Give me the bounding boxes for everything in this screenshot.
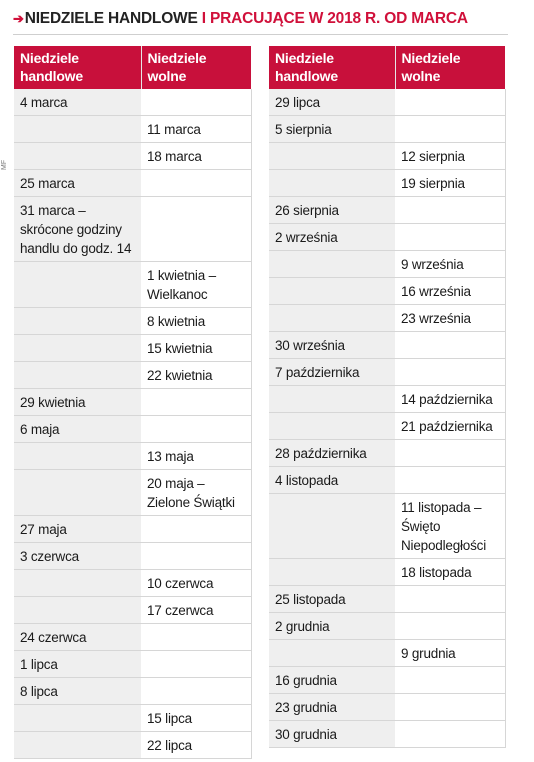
table-row bbox=[269, 116, 505, 143]
table-row bbox=[14, 308, 251, 335]
table-row bbox=[269, 440, 505, 467]
table-row bbox=[269, 613, 505, 640]
cell-free-sunday: 21 października bbox=[395, 413, 505, 440]
cell-trading-sunday: 3 czerwca bbox=[14, 543, 141, 570]
cell-trading-sunday: 6 maja bbox=[14, 416, 141, 443]
cell-trading-sunday bbox=[14, 732, 141, 759]
schedule-table-right bbox=[269, 46, 506, 748]
cell-free-sunday bbox=[395, 197, 505, 224]
table-row bbox=[14, 678, 251, 705]
cell-free-sunday: 14 października bbox=[395, 386, 505, 413]
cell-trading-sunday bbox=[14, 570, 141, 597]
header-free-sundays: Niedziele wolne bbox=[141, 46, 251, 89]
table-row bbox=[269, 332, 505, 359]
cell-trading-sunday: 25 marca bbox=[14, 170, 141, 197]
cell-free-sunday: 18 listopada bbox=[395, 559, 505, 586]
cell-trading-sunday bbox=[14, 335, 141, 362]
cell-free-sunday bbox=[141, 651, 251, 678]
cell-free-sunday bbox=[395, 116, 505, 143]
cell-trading-sunday bbox=[269, 559, 395, 586]
cell-free-sunday bbox=[141, 416, 251, 443]
cell-trading-sunday: 29 lipca bbox=[269, 89, 395, 116]
table-row bbox=[269, 667, 505, 694]
cell-trading-sunday: 2 grudnia bbox=[269, 613, 395, 640]
table-row bbox=[14, 516, 251, 543]
cell-trading-sunday: 4 marca bbox=[14, 89, 141, 116]
table-row bbox=[269, 640, 505, 667]
table-row bbox=[269, 694, 505, 721]
cell-trading-sunday bbox=[14, 116, 141, 143]
cell-trading-sunday bbox=[14, 262, 141, 308]
cell-trading-sunday bbox=[269, 305, 395, 332]
table-row bbox=[14, 170, 251, 197]
table-row bbox=[14, 362, 251, 389]
table-row bbox=[269, 721, 505, 748]
header-free-sundays: Niedziele wolne bbox=[395, 46, 505, 89]
cell-free-sunday: 15 lipca bbox=[141, 705, 251, 732]
cell-free-sunday bbox=[395, 440, 505, 467]
table-row bbox=[14, 89, 251, 116]
cell-trading-sunday: 2 września bbox=[269, 224, 395, 251]
table-row bbox=[269, 170, 505, 197]
header-trading-sundays: Niedziele handlowe bbox=[269, 46, 395, 89]
table-row bbox=[269, 586, 505, 613]
table-row bbox=[269, 386, 505, 413]
cell-free-sunday bbox=[395, 359, 505, 386]
table-row bbox=[14, 597, 251, 624]
arrow-right-icon: ➔ bbox=[13, 11, 24, 26]
table-row bbox=[269, 305, 505, 332]
cell-trading-sunday: 30 września bbox=[269, 332, 395, 359]
cell-trading-sunday bbox=[14, 143, 141, 170]
cell-trading-sunday: 4 listopada bbox=[269, 467, 395, 494]
cell-free-sunday bbox=[395, 721, 505, 748]
cell-free-sunday bbox=[141, 89, 251, 116]
cell-trading-sunday bbox=[269, 251, 395, 278]
table-row bbox=[14, 624, 251, 651]
cell-trading-sunday bbox=[14, 470, 141, 516]
cell-free-sunday: 8 kwietnia bbox=[141, 308, 251, 335]
cell-trading-sunday bbox=[14, 443, 141, 470]
cell-free-sunday bbox=[141, 516, 251, 543]
cell-free-sunday bbox=[141, 678, 251, 705]
cell-trading-sunday: 7 października bbox=[269, 359, 395, 386]
cell-trading-sunday: 23 grudnia bbox=[269, 694, 395, 721]
cell-trading-sunday: 28 października bbox=[269, 440, 395, 467]
table-row bbox=[269, 494, 505, 559]
cell-free-sunday: 22 lipca bbox=[141, 732, 251, 759]
cell-free-sunday: 20 maja – Zielone Świątki bbox=[141, 470, 251, 516]
cell-free-sunday bbox=[395, 332, 505, 359]
cell-trading-sunday: 31 marca – skrócone godziny handlu do godz. 14 bbox=[14, 197, 141, 262]
cell-trading-sunday bbox=[269, 143, 395, 170]
cell-free-sunday: 11 listopada – Święto Niepodległości bbox=[395, 494, 505, 559]
cell-trading-sunday: 27 maja bbox=[14, 516, 141, 543]
table-row bbox=[14, 570, 251, 597]
cell-trading-sunday: 5 sierpnia bbox=[269, 116, 395, 143]
cell-free-sunday: 9 września bbox=[395, 251, 505, 278]
cell-free-sunday: 15 kwietnia bbox=[141, 335, 251, 362]
header-trading-sundays: Niedziele handlowe bbox=[14, 46, 141, 89]
table-row bbox=[269, 197, 505, 224]
cell-free-sunday bbox=[395, 586, 505, 613]
cell-free-sunday bbox=[395, 667, 505, 694]
title-part-trading-sundays: NIEDZIELE HANDLOWE bbox=[24, 10, 198, 27]
table-row bbox=[269, 143, 505, 170]
cell-trading-sunday bbox=[14, 597, 141, 624]
cell-free-sunday: 23 września bbox=[395, 305, 505, 332]
table-row bbox=[14, 116, 251, 143]
table-header-row bbox=[14, 46, 251, 89]
cell-free-sunday bbox=[141, 389, 251, 416]
cell-free-sunday bbox=[395, 224, 505, 251]
cell-free-sunday bbox=[141, 197, 251, 262]
cell-free-sunday: 19 sierpnia bbox=[395, 170, 505, 197]
table-row bbox=[14, 197, 251, 262]
table-row bbox=[14, 389, 251, 416]
table-row bbox=[14, 470, 251, 516]
cell-trading-sunday bbox=[14, 705, 141, 732]
cell-trading-sunday bbox=[14, 362, 141, 389]
cell-trading-sunday bbox=[269, 278, 395, 305]
cell-trading-sunday: 1 lipca bbox=[14, 651, 141, 678]
cell-trading-sunday: 8 lipca bbox=[14, 678, 141, 705]
cell-trading-sunday bbox=[269, 494, 395, 559]
cell-free-sunday: 13 maja bbox=[141, 443, 251, 470]
cell-free-sunday bbox=[141, 624, 251, 651]
cell-free-sunday bbox=[141, 170, 251, 197]
cell-trading-sunday bbox=[14, 308, 141, 335]
table-row bbox=[14, 543, 251, 570]
cell-free-sunday bbox=[395, 613, 505, 640]
cell-free-sunday: 16 września bbox=[395, 278, 505, 305]
cell-trading-sunday: 24 czerwca bbox=[14, 624, 141, 651]
cell-trading-sunday: 30 grudnia bbox=[269, 721, 395, 748]
table-row bbox=[14, 732, 251, 759]
cell-trading-sunday bbox=[269, 386, 395, 413]
cell-free-sunday: 17 czerwca bbox=[141, 597, 251, 624]
cell-free-sunday: 22 kwietnia bbox=[141, 362, 251, 389]
table-row bbox=[269, 89, 505, 116]
table-row bbox=[269, 413, 505, 440]
table-row bbox=[269, 278, 505, 305]
table-row bbox=[14, 705, 251, 732]
cell-trading-sunday bbox=[269, 170, 395, 197]
side-credit-mark: MF bbox=[1, 159, 8, 170]
cell-free-sunday: 9 grudnia bbox=[395, 640, 505, 667]
cell-free-sunday: 11 marca bbox=[141, 116, 251, 143]
table-row bbox=[269, 467, 505, 494]
cell-free-sunday: 12 sierpnia bbox=[395, 143, 505, 170]
cell-free-sunday bbox=[395, 89, 505, 116]
cell-free-sunday bbox=[395, 467, 505, 494]
table-row bbox=[14, 143, 251, 170]
cell-trading-sunday bbox=[269, 640, 395, 667]
schedule-table-left bbox=[14, 46, 252, 759]
title-part-working-sundays: I PRACUJĄCE W 2018 R. OD MARCA bbox=[201, 10, 468, 27]
table-row bbox=[14, 262, 251, 308]
infographic-title bbox=[13, 8, 508, 35]
cell-trading-sunday bbox=[269, 413, 395, 440]
table-row bbox=[269, 359, 505, 386]
cell-trading-sunday: 25 listopada bbox=[269, 586, 395, 613]
table-row bbox=[14, 443, 251, 470]
cell-free-sunday: 18 marca bbox=[141, 143, 251, 170]
cell-free-sunday bbox=[395, 694, 505, 721]
cell-trading-sunday: 16 grudnia bbox=[269, 667, 395, 694]
cell-free-sunday bbox=[141, 543, 251, 570]
table-row bbox=[14, 335, 251, 362]
table-row bbox=[14, 651, 251, 678]
cell-free-sunday: 1 kwietnia – Wielkanoc bbox=[141, 262, 251, 308]
table-header-row bbox=[269, 46, 505, 89]
cell-trading-sunday: 26 sierpnia bbox=[269, 197, 395, 224]
table-row bbox=[269, 224, 505, 251]
table-row bbox=[269, 251, 505, 278]
cell-free-sunday: 10 czerwca bbox=[141, 570, 251, 597]
table-row bbox=[269, 559, 505, 586]
table-row bbox=[14, 416, 251, 443]
cell-trading-sunday: 29 kwietnia bbox=[14, 389, 141, 416]
